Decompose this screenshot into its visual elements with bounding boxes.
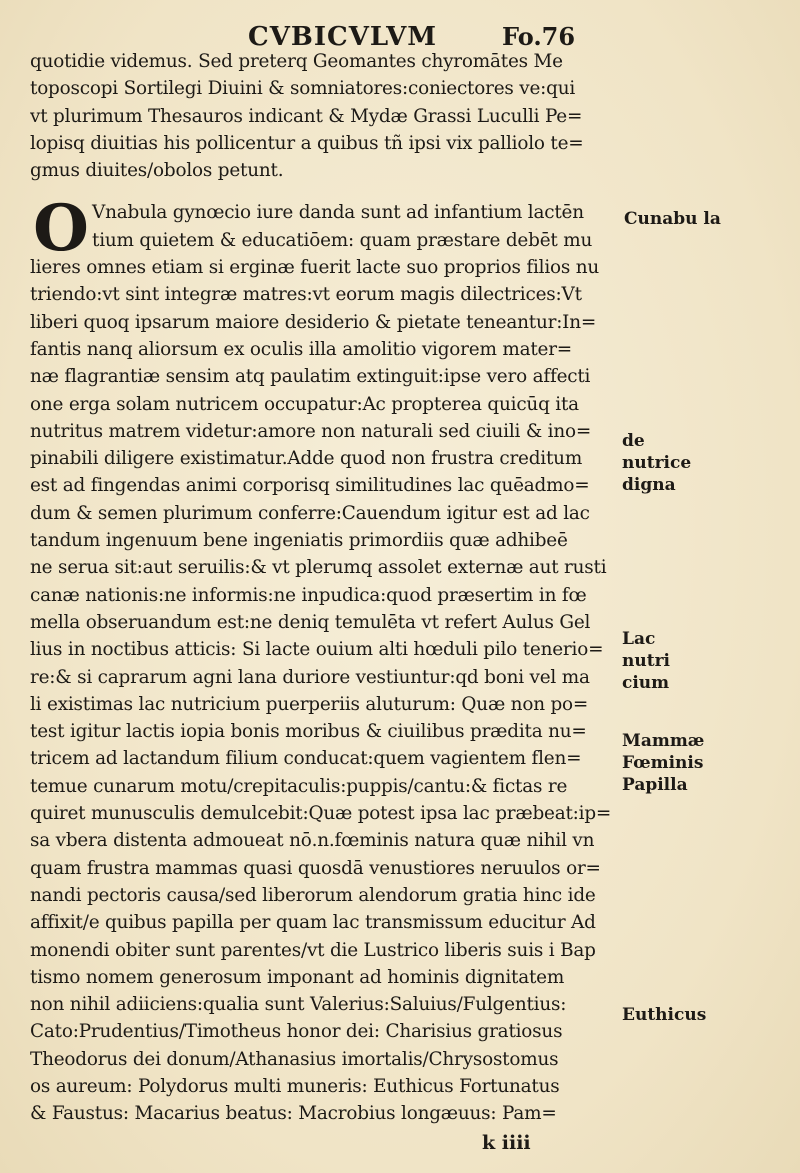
- text-line: tismo nomem generosum imponant ad hominis dignitatem: [30, 966, 565, 988]
- text-line: est ad fingendas animi corporisq similitudines lac quēadmo=: [30, 475, 590, 497]
- text-line: toposcopi Sortilegi Diuini & somniatores:coniectores ve:qui: [30, 78, 576, 100]
- text-line: temue cunarum motu/crepitaculis:puppis/cantu:& fictas re: [30, 775, 568, 797]
- text-line: pinabili diligere existimatur.Adde quod non frustra creditum: [30, 448, 583, 470]
- margin-note-mamme: Mammæ Fœminis Papilla: [622, 731, 705, 795]
- text-line: os aureum: Polydorus multi muneris: Euthicus Fortunatus: [30, 1075, 560, 1097]
- text-line: non nihil adiiciens:qualia sunt Valerius:Saluius/Fulgentius:: [30, 994, 567, 1016]
- text-line: fantis nanq aliorsum ex oculis illa amolitio vigorem mater=: [30, 338, 573, 360]
- text-line: Cato:Prudentius/Timotheus honor dei: Charisius gratiosus: [30, 1021, 563, 1043]
- paragraph-gap: [30, 184, 615, 199]
- text-line: tium quietem & educatiōem: quam præstare debēt mu: [92, 229, 593, 251]
- text-line: quiret munusculis demulcebit:Quæ potest ipsa lac præbeat:ip=: [30, 803, 612, 825]
- text-line: Vnabula gynœcio iure danda sunt ad infantium lactēn: [92, 202, 584, 224]
- drop-cap-block: [30, 191, 615, 267]
- text-line: dum & semen plurimum conferre:Cauendum igitur est ad lac: [30, 502, 590, 524]
- text-line: næ flagrantiæ sensim atq paulatim extinguit:ipse vero affecti: [30, 366, 591, 388]
- signature-mark: k iiii: [482, 1132, 531, 1154]
- text-line: one erga solam nutricem occupatur:Ac propterea quicūq ita: [30, 393, 579, 415]
- text-line: tandum ingenuum bene ingeniatis primordiis quæ adhibeē: [30, 530, 568, 552]
- paragraph-1: [30, 48, 615, 184]
- text-line: lieres omnes etiam si erginæ fuerit lacte suo proprios filios nu: [30, 257, 600, 279]
- drop-cap-initial: O: [33, 191, 89, 267]
- text-line: & Faustus: Macarius beatus: Macrobius longæuus: Pam=: [30, 1103, 557, 1125]
- text-line: ne serua sit:aut seruilis:& vt plerumq assolet externæ aut rusti: [30, 557, 607, 579]
- text-line: nandi pectoris causa/sed liberorum alendorum gratia hinc ide: [30, 884, 596, 906]
- paragraph-2-lines: [30, 254, 615, 1128]
- text-line: quotidie videmus. Sed preterq Geomantes chyromātes Me: [30, 51, 563, 72]
- text-line: li existimas lac nutricium puerperiis aluturum: Quæ non po=: [30, 693, 589, 715]
- text-line: triendo:vt sint integræ matres:vt eorum magis dilectrices:Vt: [30, 284, 582, 306]
- text-column: [30, 48, 615, 1128]
- text-line: test igitur lactis iopia bonis moribus & ciuilibus prædita nu=: [30, 721, 587, 743]
- paragraph-2: [30, 191, 615, 1127]
- text-line: re:& si caprarum agni lana duriore vestiuntur:qd boni vel ma: [30, 666, 590, 688]
- margin-note-euthicus: Euthicus: [622, 1005, 707, 1025]
- text-line: lopisq diuitias his pollicentur a quibus tñ ipsi vix palliolo te=: [30, 132, 584, 154]
- folio-number: Fo.76: [502, 22, 576, 51]
- text-line: nutritus matrem videtur:amore non naturali sed ciuili & ino=: [30, 420, 592, 442]
- text-line: vt plurimum Thesauros indicant & Mydæ Grassi Luculli Pe=: [30, 105, 583, 127]
- text-line: liberi quoq ipsarum maiore desiderio & pietate teneantur:In=: [30, 311, 597, 333]
- margin-note-lac-nutricium: Lac nutri cium: [622, 629, 670, 693]
- text-line: Theodorus dei donum/Athanasius imortalis/Chrysostomus: [30, 1048, 559, 1070]
- margin-note-cunabula: Cunabu la: [624, 209, 721, 229]
- running-title: CVBICVLVM: [248, 22, 438, 52]
- text-line: affixit/e quibus papilla per quam lac transmissum educitur Ad: [30, 912, 596, 934]
- margin-note-de-nutrice: de nutrice digna: [622, 431, 692, 495]
- text-line: mella obseruandum est:ne deniq temulēta vt refert Aulus Gel: [30, 611, 591, 633]
- text-line: tricem ad lactandum filium conducat:quem vagientem flen=: [30, 748, 582, 770]
- text-line: gmus diuites/obolos petunt.: [30, 160, 284, 182]
- text-line: lius in noctibus atticis: Si lacte ouium alti hœduli pilo tenerio=: [30, 639, 604, 661]
- text-line: canæ nationis:ne informis:ne inpudica:quod præsertim in fœ: [30, 584, 587, 606]
- text-line: sa vbera distenta admoueat nō.n.fœminis natura quæ nihil vn: [30, 830, 595, 852]
- text-line: monendi obiter sunt parentes/vt die Lustrico liberis suis i Bap: [30, 939, 596, 961]
- text-line: quam frustra mammas quasi quosdā venustiores neruulos or=: [30, 857, 601, 879]
